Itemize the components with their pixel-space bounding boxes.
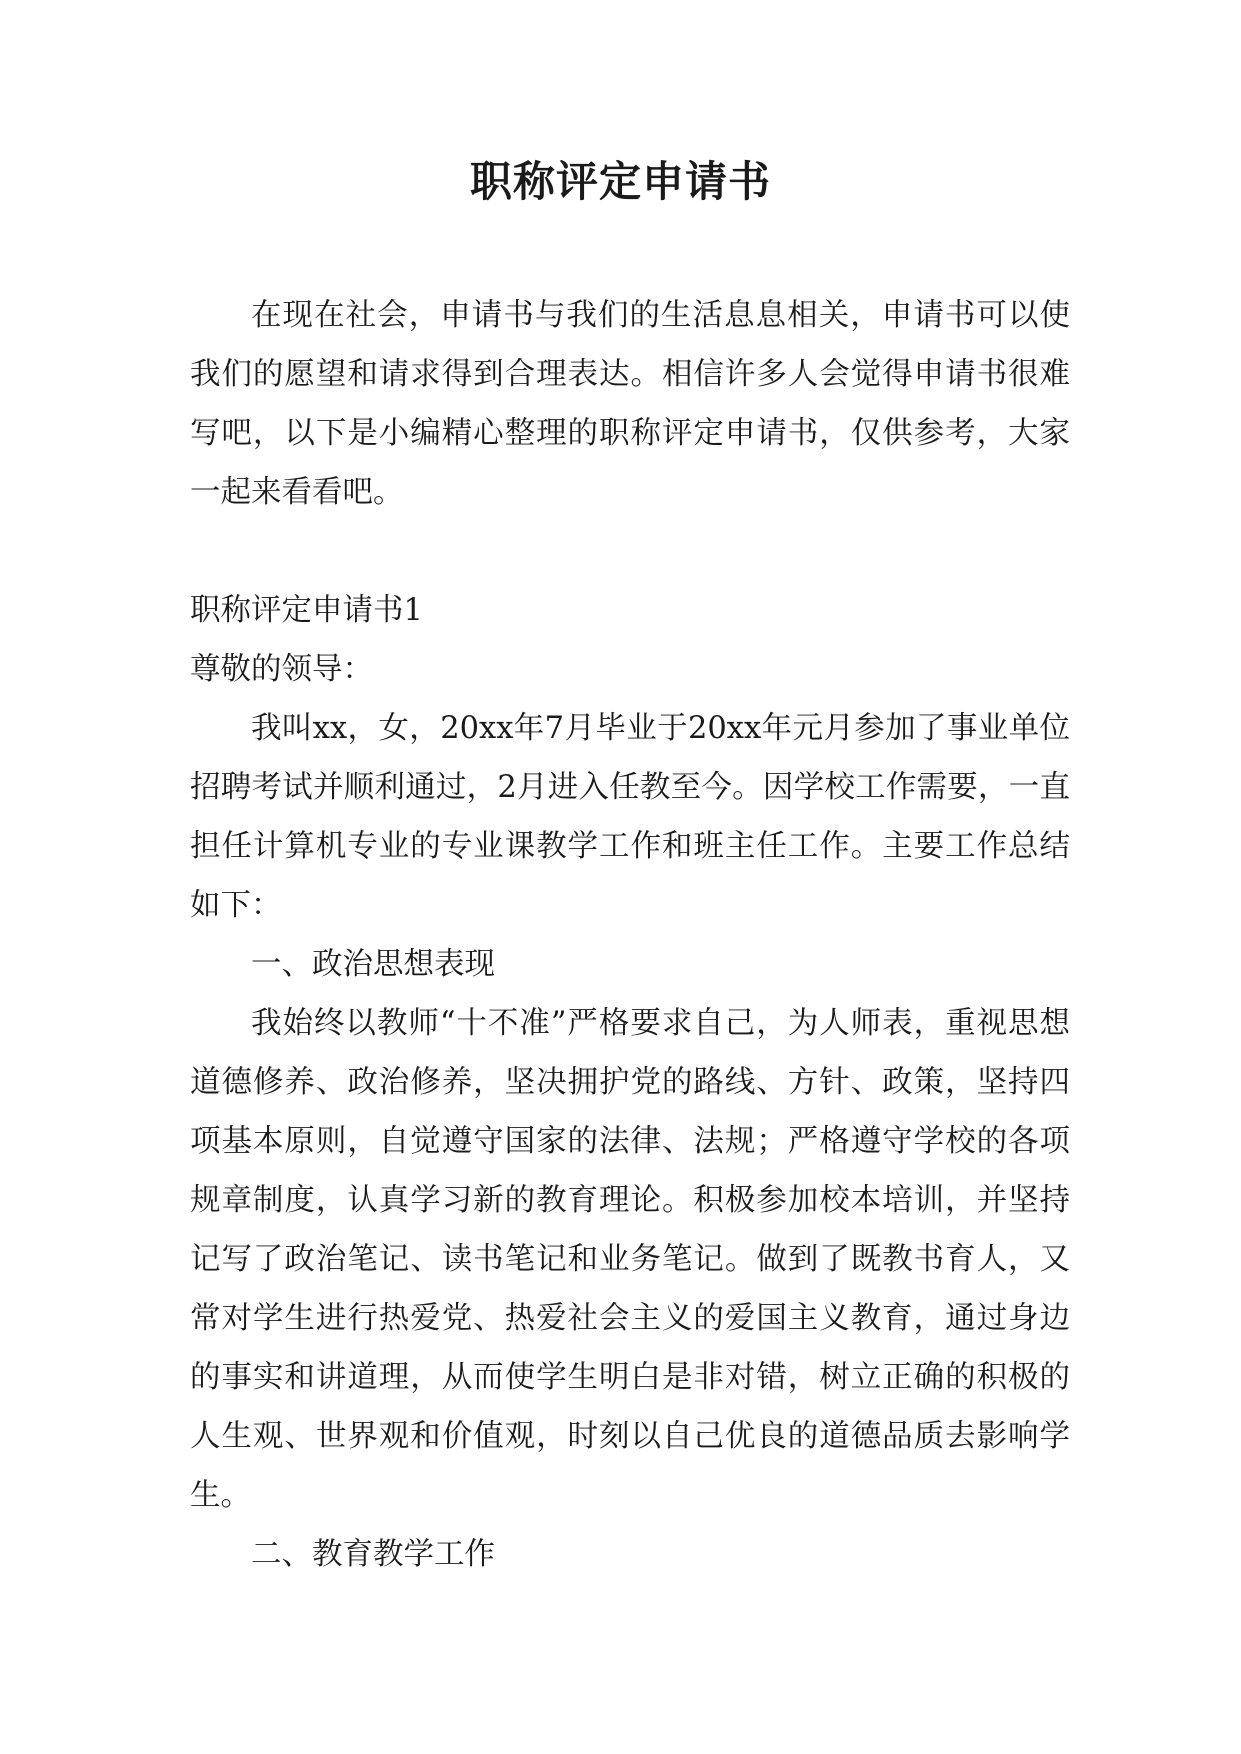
section-heading: 职称评定申请书1	[190, 593, 423, 628]
body-paragraph-1: 我叫xx，女，20xx年7月毕业于20xx年元月参加了事业单位招聘考试并顺利通过，2月进入任教至今。因学校工作需要，一直担任计算机专业的专业课教学工作和班主任工作。主要工作总结如下：	[190, 711, 1070, 923]
document-title: 职称评定申请书	[469, 157, 771, 206]
body-paragraph-2: 我始终以教师“十不准”严格要求自己，为人师表，重视思想道德修养、政治修养，坚决拥护党的路线、方针、政策，坚持四项基本原则，自觉遵守国家的法律、法规；严格遵守学校的各项规章制度，认真学习新的教育理论。积极参加校本培训，并坚持记写了政治笔记、读书笔记和业务笔记。做到了既教书育人，又常对学生进行热爱党、热爱社会主义的爱国主义教育，通过身边的事实和讲道理，从而使学生明白是非对错，树立正确的积极的人生观、世界观和价值观，时刻以自己优良的道德品质去影响学生。	[190, 1006, 1070, 1513]
salutation: 尊敬的领导：	[190, 652, 373, 687]
subheading-teaching: 二、教育教学工作	[251, 1537, 495, 1572]
subheading-political: 一、政治思想表现	[251, 947, 495, 982]
document-body	[190, 286, 1070, 1584]
intro-paragraph: 在现在社会，申请书与我们的生活息息相关，申请书可以使我们的愿望和请求得到合理表达。相信许多人会觉得申请书很难写吧，以下是小编精心整理的职称评定申请书，仅供参考，大家一起来看看吧。	[190, 298, 1070, 510]
